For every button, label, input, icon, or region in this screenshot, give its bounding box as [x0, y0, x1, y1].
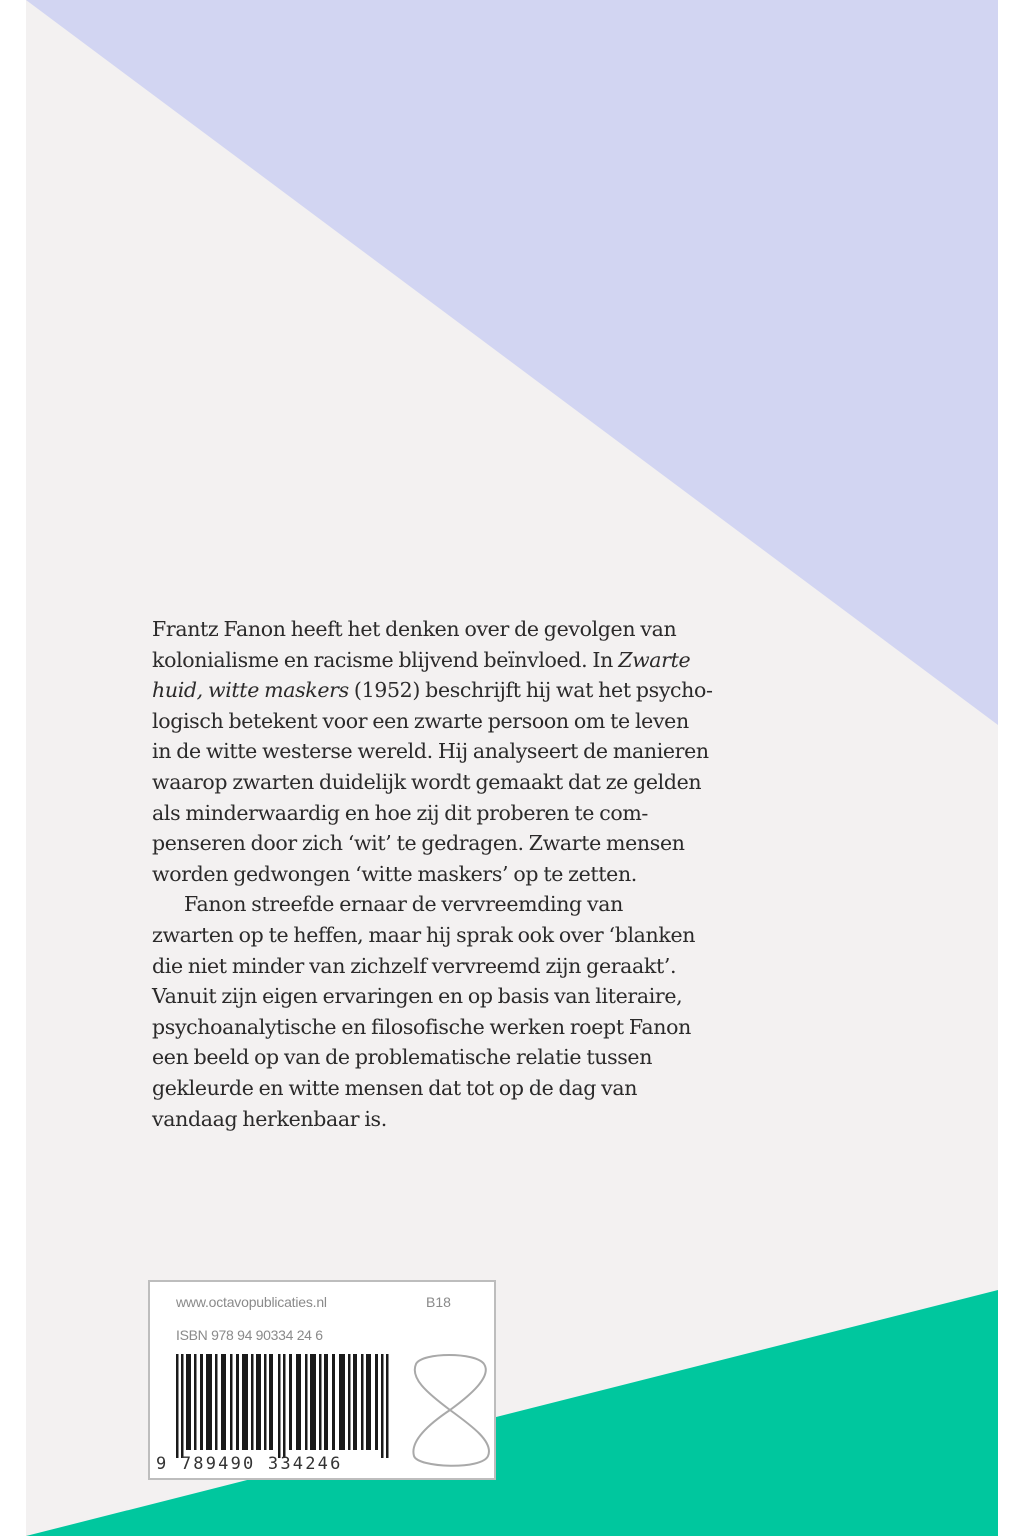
barcode-box	[148, 1280, 496, 1480]
blurb-line: Fanon streefde ernaar de vervreemding van	[184, 892, 623, 917]
series-code: B18	[426, 1294, 451, 1310]
book-title-italic: Zwarte	[618, 647, 691, 672]
back-cover-blurb	[152, 614, 832, 1134]
blurb-line: Vanuit zijn eigen ervaringen en op basis van literaire,	[152, 984, 683, 1009]
blurb-line: in de witte westerse wereld. Hij analyseert de manieren	[152, 739, 709, 764]
figure-eight-logo-icon	[406, 1352, 494, 1470]
blurb-line: kolonialisme en racisme blijvend beïnvloed. In Zwarte	[152, 647, 691, 672]
blurb-line: penseren door zich ‘wit’ te gedragen. Zwarte mensen	[152, 831, 685, 856]
isbn-label: ISBN 978 94 90334 24 6	[176, 1327, 323, 1343]
blurb-line: gekleurde en witte mensen dat tot op de dag van	[152, 1075, 638, 1100]
barcode-digits: 9 789490 334246	[156, 1454, 343, 1474]
blurb-line: een beeld op van de problematische relatie tussen	[152, 1045, 653, 1070]
blurb-line: Frantz Fanon heeft het denken over de gevolgen van	[152, 617, 677, 641]
blurb-line: worden gedwongen ‘witte maskers’ op te zetten.	[152, 861, 637, 886]
publisher-website: www.octavopublicaties.nl	[176, 1294, 327, 1310]
barcode-icon	[176, 1354, 396, 1458]
blurb-line: als minderwaardig en hoe zij dit proberen te com-	[152, 800, 648, 825]
blurb-line: die niet minder van zichzelf vervreemd zijn geraakt’.	[152, 953, 677, 978]
blurb-line: waarop zwarten duidelijk wordt gemaakt dat ze gelden	[152, 769, 702, 794]
book-back-cover	[26, 0, 998, 1536]
book-title-italic: huid, witte maskers	[152, 678, 349, 703]
blurb-line: vandaag herkenbaar is.	[152, 1106, 387, 1131]
blurb-line: psychoanalytische en filosofische werken roept Fanon	[152, 1014, 691, 1039]
blurb-line: huid, witte maskers (1952) beschrijft hij wat het psycho-	[152, 678, 713, 703]
blurb-line: logisch betekent voor een zwarte persoon om te leven	[152, 708, 689, 733]
blurb-line: zwarten op te heffen, maar hij sprak ook over ‘blanken	[152, 922, 696, 947]
